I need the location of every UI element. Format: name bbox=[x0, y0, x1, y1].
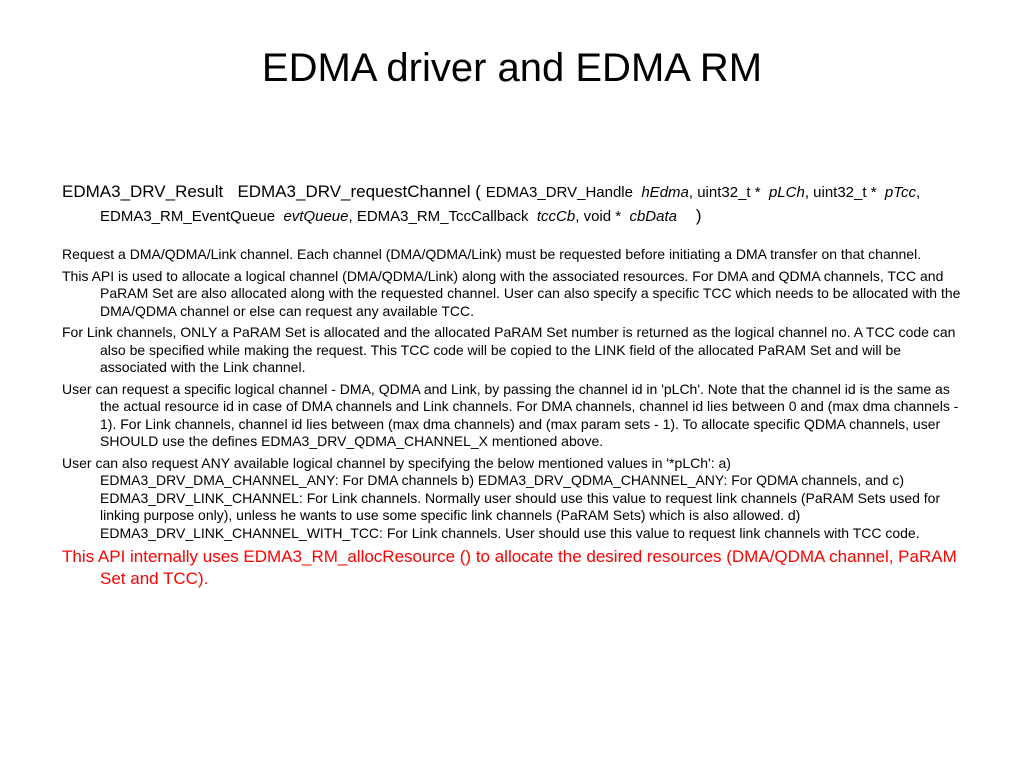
highlight-note: This API internally uses EDMA3_RM_allocResource () to allocate the desired resources (DMA/QDMA channel, PaRAM Set and TCC). bbox=[62, 547, 957, 588]
slide-body bbox=[62, 180, 962, 590]
description-paragraph: For Link channels, ONLY a PaRAM Set is allocated and the allocated PaRAM Set number is returned as the logical channel no. A TCC code can also be specified while making the request. This TCC code will be copied to the LINK field of the allocated PaRAM Set and will be associated with the Link channel. bbox=[62, 324, 956, 375]
param-name: tccCb bbox=[536, 208, 576, 225]
description-paragraph: This API is used to allocate a logical channel (DMA/QDMA/Link) along with the associated resources. For DMA and QDMA channels, TCC and PaRAM Set are also allocated along with the requested channel. User can also specify a specific TCC which needs to be allocated with the DMA/QDMA channel or else can request any available TCC. bbox=[62, 267, 961, 319]
param-type: uint32_t * bbox=[697, 184, 761, 201]
function-name: EDMA3_DRV_requestChannel bbox=[237, 182, 471, 201]
close-paren: ) bbox=[695, 206, 702, 225]
param-name: evtQueue bbox=[283, 208, 349, 225]
slide-title: EDMA driver and EDMA RM bbox=[261, 46, 763, 90]
open-paren: ( bbox=[475, 182, 481, 201]
param-type: EDMA3_RM_EventQueue bbox=[100, 208, 276, 225]
param-type: uint32_t * bbox=[813, 184, 877, 201]
param-name: cbData bbox=[629, 208, 677, 225]
param-type: void * bbox=[583, 208, 622, 225]
function-signature: EDMA3_DRV_Result EDMA3_DRV_requestChannel ( EDMA3_DRV_Handle hEdma, uint32_t * pLCh, uint32_t * pTcc, EDMA3_RM_EventQueue evtQueue, EDMA3_RM_TccCallback tccCb, void * cbData ) bbox=[62, 182, 921, 225]
param-type: EDMA3_RM_TccCallback bbox=[356, 208, 529, 225]
description-paragraph: User can also request ANY available logical channel by specifying the below mentioned values in '*pLCh': a) EDMA3_DRV_DMA_CHANNEL_ANY: For DMA channels b) EDMA3_DRV_QDMA_CHANNEL_ANY: For QDMA channels, and c) EDMA3_DRV_LINK_CHANNEL: For Link channels. Normally user should use this value to request link channels (PaRAM Sets used for linking purpose only), unless he wants to use some specific link channels (PaRAM Sets) which is also allowed. d) EDMA3_DRV_LINK_CHANNEL_WITH_TCC: For Link channels. User should use this value to request link channels with TCC code. bbox=[62, 454, 941, 541]
param-name: pTcc bbox=[884, 184, 917, 201]
param-name: pLCh bbox=[768, 184, 805, 201]
param-type: EDMA3_DRV_Handle bbox=[485, 184, 633, 201]
description-paragraph: Request a DMA/QDMA/Link channel. Each channel (DMA/QDMA/Link) must be requested before initiating a DMA transfer on that channel. bbox=[62, 246, 922, 262]
param-name: hEdma bbox=[641, 184, 689, 201]
description-paragraph: User can request a specific logical channel - DMA, QDMA and Link, by passing the channel id in 'pLCh'. Note that the channel id is the same as the actual resource id in case of DMA channels and Link channels. For DMA channels, channel id lies between 0 and (max dma channels - 1). For Link channels, channel id lies between (max dma channels) and (max param sets - 1). To allocate specific QDMA channels, user SHOULD use the defines EDMA3_DRV_QDMA_CHANNEL_X mentioned above. bbox=[62, 380, 959, 449]
return-type: EDMA3_DRV_Result bbox=[62, 182, 224, 201]
